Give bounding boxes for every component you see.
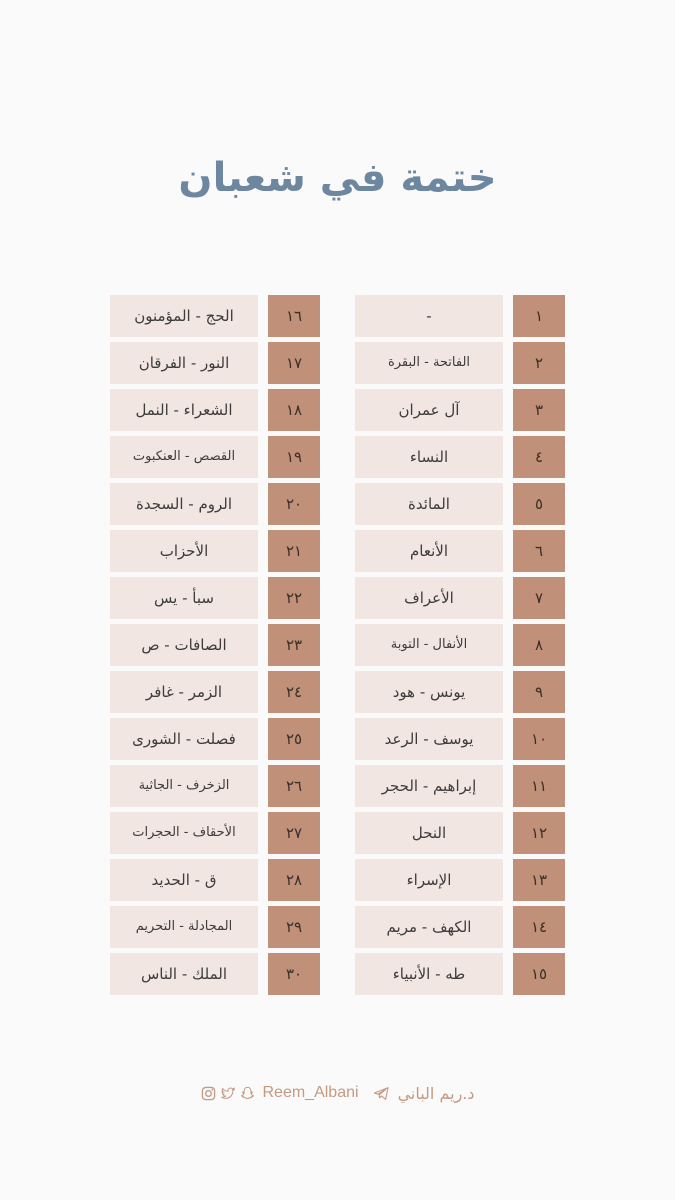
footer [0, 1081, 675, 1105]
surah-range: يوسف - الرعد [355, 718, 503, 760]
juz-row [110, 812, 320, 854]
juz-row [110, 295, 320, 337]
juz-number: ٢٤ [268, 671, 320, 713]
juz-row [355, 483, 565, 525]
juz-number: ١٩ [268, 436, 320, 478]
juz-number: ١ [513, 295, 565, 337]
surah-range: الزخرف - الجاثية [110, 765, 258, 807]
juz-row [355, 812, 565, 854]
surah-range: الفاتحة - البقرة [355, 342, 503, 384]
page-title: ختمة في شعبان [178, 155, 497, 201]
instagram-icon[interactable] [201, 1086, 216, 1101]
juz-row [110, 671, 320, 713]
surah-range: المائدة [355, 483, 503, 525]
juz-number: ٢٢ [268, 577, 320, 619]
author-name: د.ريم الباني [397, 1083, 475, 1103]
juz-row [110, 389, 320, 431]
juz-number: ١٨ [268, 389, 320, 431]
snapchat-icon[interactable] [240, 1086, 255, 1101]
juz-row [355, 436, 565, 478]
surah-range: الأنعام [355, 530, 503, 572]
juz-row [355, 906, 565, 948]
juz-number: ١٥ [513, 953, 565, 995]
juz-number: ١٦ [268, 295, 320, 337]
juz-number: ٢٣ [268, 624, 320, 666]
juz-number: ٢٧ [268, 812, 320, 854]
juz-number: ٢٩ [268, 906, 320, 948]
juz-row [355, 577, 565, 619]
surah-range: الشعراء - النمل [110, 389, 258, 431]
juz-number: ٢٠ [268, 483, 320, 525]
surah-range: ق - الحديد [110, 859, 258, 901]
surah-range: الروم - السجدة [110, 483, 258, 525]
juz-row [110, 436, 320, 478]
juz-row [110, 718, 320, 760]
surah-range: إبراهيم - الحجر [355, 765, 503, 807]
surah-range: الحج - المؤمنون [110, 295, 258, 337]
juz-number: ٩ [513, 671, 565, 713]
surah-range: المجادلة - التحريم [110, 906, 258, 948]
juz-number: ٧ [513, 577, 565, 619]
juz-row [110, 342, 320, 384]
juz-number: ١١ [513, 765, 565, 807]
surah-range: النساء [355, 436, 503, 478]
juz-number: ١٤ [513, 906, 565, 948]
surah-range: آل عمران [355, 389, 503, 431]
juz-number: ١٧ [268, 342, 320, 384]
telegram-icon[interactable] [373, 1086, 390, 1101]
juz-number: ٢٦ [268, 765, 320, 807]
juz-number: ٢ [513, 342, 565, 384]
surah-range: الكهف - مريم [355, 906, 503, 948]
surah-range: الصافات - ص [110, 624, 258, 666]
juz-number: ٤ [513, 436, 565, 478]
juz-row [110, 765, 320, 807]
juz-number: ١٣ [513, 859, 565, 901]
surah-range: النور - الفرقان [110, 342, 258, 384]
juz-row [355, 389, 565, 431]
juz-number: ٣٠ [268, 953, 320, 995]
juz-number: ١٠ [513, 718, 565, 760]
surah-range: القصص - العنكبوت [110, 436, 258, 478]
twitter-icon[interactable] [220, 1086, 236, 1101]
social-icons [201, 1086, 255, 1101]
juz-number: ١٢ [513, 812, 565, 854]
surah-range: يونس - هود [355, 671, 503, 713]
juz-row [110, 953, 320, 995]
juz-row [355, 671, 565, 713]
surah-range: - [355, 295, 503, 337]
juz-number: ٢٨ [268, 859, 320, 901]
surah-range: الزمر - غافر [110, 671, 258, 713]
surah-range: الأحقاف - الحجرات [110, 812, 258, 854]
juz-row [110, 859, 320, 901]
juz-row [110, 483, 320, 525]
juz-row [355, 530, 565, 572]
juz-row [355, 859, 565, 901]
juz-row [110, 906, 320, 948]
juz-number: ٥ [513, 483, 565, 525]
surah-range: طه - الأنبياء [355, 953, 503, 995]
surah-range: الأحزاب [110, 530, 258, 572]
surah-range: الملك - الناس [110, 953, 258, 995]
juz-number: ٢٥ [268, 718, 320, 760]
author-handle[interactable]: Reem_Albani [262, 1084, 359, 1101]
juz-number: ٢١ [268, 530, 320, 572]
juz-row [355, 718, 565, 760]
juz-row [355, 953, 565, 995]
surah-range: الأنفال - التوبة [355, 624, 503, 666]
surah-range: سبأ - يس [110, 577, 258, 619]
juz-row [355, 765, 565, 807]
juz-number: ٦ [513, 530, 565, 572]
juz-number: ٣ [513, 389, 565, 431]
surah-range: النحل [355, 812, 503, 854]
surah-range: الإسراء [355, 859, 503, 901]
juz-row [110, 577, 320, 619]
surah-range: فصلت - الشورى [110, 718, 258, 760]
juz-row [355, 342, 565, 384]
juz-row [355, 624, 565, 666]
juz-row [110, 624, 320, 666]
juz-row [110, 530, 320, 572]
juz-number: ٨ [513, 624, 565, 666]
surah-range: الأعراف [355, 577, 503, 619]
juz-row [355, 295, 565, 337]
